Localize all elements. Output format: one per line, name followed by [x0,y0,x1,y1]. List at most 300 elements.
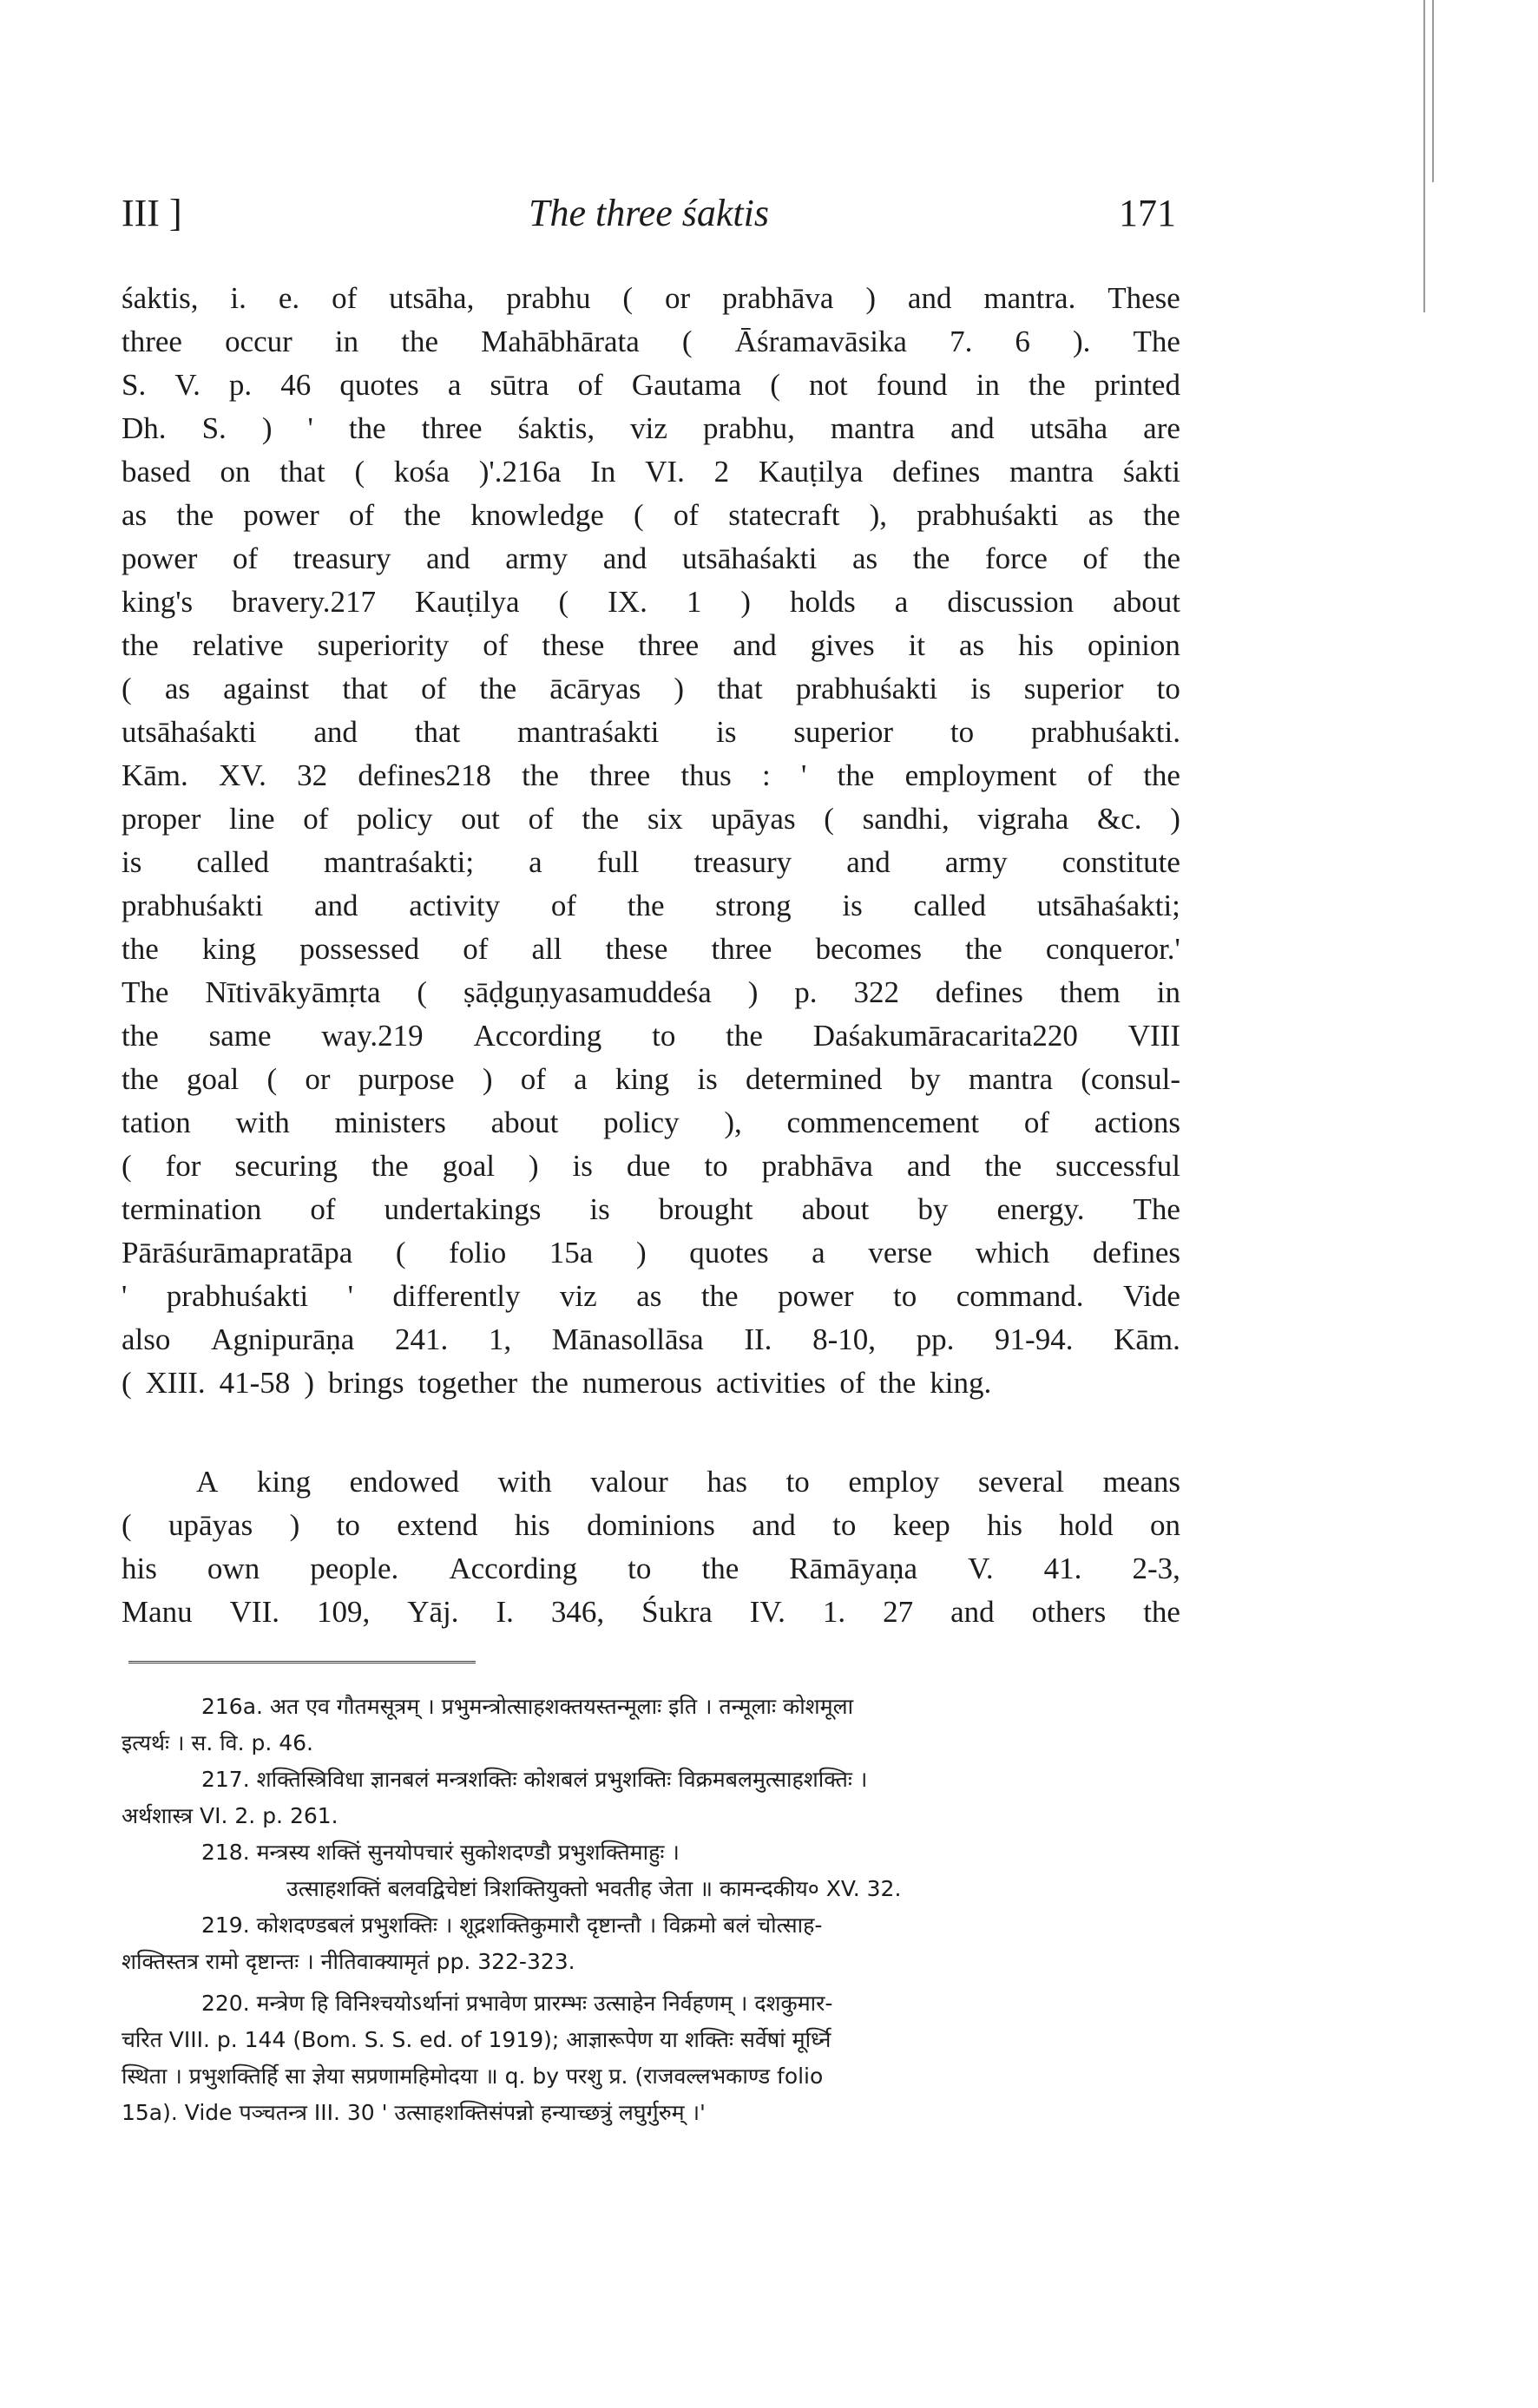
body-word: the [627,889,665,922]
body-word: In [590,455,616,489]
body-word: of [332,281,358,315]
body-word: VIII [1127,1019,1180,1053]
body-word: valour [590,1465,668,1499]
body-line [122,625,1180,666]
body-word: treasury [292,541,391,575]
body-word: king's [122,585,194,619]
body-word: policy [603,1106,680,1139]
body-word: I. [496,1595,514,1629]
body-word: 15a [549,1236,594,1270]
body-word: ' [122,1279,128,1313]
body-word: which [975,1236,1050,1270]
body-word: the [1143,758,1180,792]
body-word: purpose [358,1062,455,1096]
body-word: is [842,889,863,922]
body-word: his [514,1508,550,1542]
body-word: successful [1055,1149,1180,1183]
body-line [122,1505,1180,1546]
body-word: employ [848,1465,940,1499]
body-word: i. [230,281,246,315]
body-word: p. [228,368,253,402]
body-word: utsāhaśakti [122,715,257,749]
body-word: bravery.217 [232,585,376,619]
body-word: by [917,1192,949,1226]
body-word: that [342,672,388,705]
body-word: of [839,1366,865,1400]
body-word: brings [327,1366,404,1400]
body-word: prabhāva [761,1149,873,1183]
body-word: proper [122,802,201,836]
body-word: the [1143,541,1180,575]
footnote-line: 217. शक्तिस्त्रिविधा ज्ञानबलं मन्त्रशक्तिः कोशबलं प्रभुशक्तिः विक्रमबलमुत्साहशक्तिः । [201,1767,868,1792]
body-word: of [463,932,489,966]
body-line [122,408,1180,449]
body-word: the [401,325,439,358]
body-word: ( [417,975,428,1009]
body-word: way.219 [321,1019,424,1053]
body-line [122,364,1180,406]
body-word: mantraśakti; [324,845,475,879]
body-word: a [812,1236,825,1270]
body-word: with [235,1106,290,1139]
body-word: 241. [394,1322,449,1356]
body-word: ) [865,281,876,315]
body-word: them [1059,975,1121,1009]
body-word: pp. [916,1322,955,1356]
body-word: prabhuśakti [795,672,938,705]
body-word: Mānasollāsa [551,1322,704,1356]
body-word: the [479,672,517,705]
body-word: 6 [1015,325,1030,358]
body-word: to [704,1149,728,1183]
body-word: Gautama [631,368,742,402]
body-line [122,1232,1180,1274]
body-word: to [893,1279,917,1313]
body-word: called [913,889,986,922]
body-line [122,1591,1180,1633]
body-word: Nītivākyāmṛta [205,975,381,1009]
body-word: 346, [550,1595,605,1629]
body-word: viz [559,1279,597,1313]
body-word: discussion [947,585,1075,619]
body-line [122,928,1180,970]
body-word: the [1143,1595,1180,1629]
body-word: employment [904,758,1057,792]
body-word: e. [278,281,300,315]
body-word: conqueror.' [1045,932,1180,966]
body-word: of [421,672,447,705]
body-word: on [1149,1508,1180,1542]
body-word: A [196,1465,219,1499]
body-word: 27 [883,1595,914,1629]
body-word: commencement [786,1106,980,1139]
body-word: activity [409,889,501,922]
body-word: thus [680,758,732,792]
body-word: in [334,325,359,358]
body-word: 41. [1043,1552,1082,1585]
body-word: of [1087,758,1113,792]
footnote-line: चरित VIII. p. 144 (Bom. S. S. ed. of 1919); आज्ञारूपेण या शक्तिः सर्वेषां मूर्ध्नि [122,2027,831,2052]
body-word: verse [868,1236,933,1270]
body-word: as [1088,498,1114,532]
body-word: XIII. [145,1366,206,1400]
scan-edge-line [1423,0,1425,312]
body-line [122,1059,1180,1100]
body-word: ( [395,1236,406,1270]
body-word: a [529,845,542,879]
footnote-line: शक्तिस्तत्र रामो दृष्टान्तः । नीतिवाक्यामृतं pp. 322-323. [122,1949,575,1974]
body-word: extend [397,1508,478,1542]
body-word: śakti [1122,455,1180,489]
body-word: Dh. [122,411,167,445]
body-word: prabhuśakti [166,1279,309,1313]
body-word: According [473,1019,602,1053]
body-word: Kām. [122,758,188,792]
body-word: also [122,1322,171,1356]
body-word: numerous [582,1366,702,1400]
body-word: Śukra [641,1595,713,1629]
body-word: mantra [1009,455,1094,489]
body-line [122,755,1180,797]
body-word: the [837,758,875,792]
body-word: occur [225,325,292,358]
body-word: Vide [1123,1279,1180,1313]
body-word: to [628,1552,652,1585]
body-word: (consul- [1081,1062,1180,1096]
body-word: of [528,802,554,836]
body-word: securing [234,1149,338,1183]
body-word: his [987,1508,1023,1542]
body-word: VI. [645,455,685,489]
body-word: a [447,368,462,402]
body-word: out [461,802,500,836]
footnote-line: 220. मन्त्रेण हि विनिश्चयोऽर्थानां प्रभावेण प्रारम्भः उत्साहेन निर्वहणम् । दशकुमार- [201,1991,833,2016]
body-word: Āśramavāsika [734,325,907,358]
body-word: VII. [229,1595,279,1629]
body-word: and [950,411,995,445]
body-word: the [122,1019,159,1053]
body-word: of [520,1062,546,1096]
body-word: line [229,802,275,836]
body-word: śaktis, [517,411,595,445]
body-word: army [944,845,1008,879]
footnote-line: स्थिता । प्रभुशक्तिर्हि सा ज्ञेया सप्रणामहिमोदया ॥ q. by परशु प्र. (राजवल्लभकाण्ड folio [122,2064,824,2089]
body-word: 1. [822,1595,846,1629]
body-line [122,581,1180,623]
body-word: constitute [1061,845,1180,879]
body-word: ( [622,281,634,315]
footnote-line: अर्थशास्त्र VI. 2. p. 261. [122,1803,338,1828]
body-word: the [1028,368,1066,402]
body-word: II. [744,1322,772,1356]
body-word: differently [392,1279,521,1313]
body-word: of [348,498,375,532]
body-word: ( [354,455,365,489]
body-word: the [122,932,159,966]
body-word: found [876,368,948,402]
body-word: Pārāśurāmapratāpa [122,1236,353,1270]
body-word: in [1156,975,1180,1009]
body-word: of [483,628,509,662]
body-word: the [122,628,159,662]
body-word: three [122,325,182,358]
body-line [122,278,1180,319]
body-word: against [223,672,310,705]
body-word: as [958,628,985,662]
body-word: utsāhaśakti [681,541,818,575]
body-word: king [615,1062,670,1096]
body-line [122,1276,1180,1317]
body-word: treasury [693,845,792,879]
body-word: the [122,1062,159,1096]
body-word: the [984,1149,1022,1183]
body-word: defines [1092,1236,1180,1270]
body-line [122,668,1180,710]
body-word: 8-10, [812,1322,876,1356]
body-word: of [1082,541,1108,575]
body-word: the [531,1366,569,1400]
body-word: the [912,541,950,575]
body-word: ) [635,1236,647,1270]
body-word: ) [1170,802,1180,836]
chapter-marker: III ] [122,192,182,234]
body-word: or [305,1062,331,1096]
body-word: the [371,1149,409,1183]
body-word: viz [630,411,667,445]
body-word: in [976,368,1000,402]
body-word: power [122,541,198,575]
body-word: ). [1073,325,1091,358]
body-line [122,972,1180,1014]
body-word: hold [1059,1508,1114,1542]
body-word: ) [482,1062,493,1096]
body-word: for [165,1149,201,1183]
body-word: upāyas [168,1508,253,1542]
body-word: to [1156,672,1180,705]
body-word: about [490,1106,559,1139]
body-line [122,1015,1180,1057]
body-word: ' [800,758,807,792]
body-word: ( [266,1062,278,1096]
body-word: ) [304,1366,314,1400]
running-header [122,189,1176,241]
body-word: prabhuśakti [917,498,1059,532]
body-word: ācāryas [549,672,641,705]
body-word: defines218 [358,758,491,792]
body-word: actions [1094,1106,1180,1139]
body-word: means [1102,1465,1180,1499]
body-word: and [313,889,358,922]
body-word: strong [715,889,792,922]
body-word: brought [658,1192,753,1226]
body-word: as [636,1279,662,1313]
body-word: superior [793,715,894,749]
body-word: )'.216a [478,455,562,489]
body-word: Rāmāyaṇa [789,1552,918,1585]
body-word: mantra. [983,281,1076,315]
body-word: on [220,455,251,489]
body-line [122,321,1180,363]
body-word: statecraft [728,498,840,532]
body-word: as [851,541,878,575]
body-word: policy [357,802,433,836]
body-word: command. [956,1279,1084,1313]
body-word: ) [674,672,685,705]
body-word: sūtra [490,368,549,402]
body-word: 2-3, [1132,1552,1180,1585]
body-word: 46 [280,368,312,402]
body-word: V. [174,368,200,402]
body-word: prabhāva [722,281,834,315]
body-word: śaktis, [122,281,199,315]
body-word: dominions [587,1508,715,1542]
footnote-line: इत्यर्थः । स. वि. p. 46. [122,1730,314,1755]
body-word: 2 [713,455,730,489]
body-word: kośa [393,455,450,489]
body-word: S. [122,368,147,402]
running-title: The three śaktis [529,192,769,234]
body-word: mantraśakti [517,715,660,749]
body-word: goal [442,1149,495,1183]
body-word: p. [794,975,818,1009]
body-word: his [122,1552,157,1585]
body-word: or [665,281,691,315]
body-word: : [762,758,771,792]
body-word: ( [122,1508,132,1542]
body-word: ) [261,411,273,445]
body-word: has [707,1465,747,1499]
body-word: termination [122,1192,262,1226]
body-word: to [785,1465,810,1499]
body-word: the [700,1279,739,1313]
body-word: the [878,1366,917,1400]
body-word: Manu [122,1595,193,1629]
body-line [122,538,1180,580]
body-word: the [582,802,620,836]
body-word: sandhi, [862,802,950,836]
body-word: of [303,802,329,836]
footnote-line: 216a. अत एव गौतमसूत्रम् । प्रभुमन्त्रोत्साहशक्तयस्तन्मूलाः इति । तन्मूलाः कोशमूला [201,1694,854,1719]
body-word: ), [869,498,888,532]
body-word: mantra [968,1062,1054,1096]
body-word: army [505,541,569,575]
body-word: three [638,628,700,662]
body-word: goal [187,1062,240,1096]
body-word: keep [892,1508,950,1542]
body-word: IX. [608,585,647,619]
body-word: These [1107,281,1180,315]
body-word: force [985,541,1048,575]
body-word: and [906,1149,951,1183]
body-line [122,1548,1180,1590]
body-word: 322 [853,975,899,1009]
footnote-line: 218. मन्त्रस्य शक्तिं सुनयोपचारं सुकोशदण्डौ प्रभुशक्तिमाहुः । [201,1840,680,1865]
body-word: a [574,1062,588,1096]
body-word: people. [310,1552,399,1585]
body-word: ) [289,1508,300,1542]
body-word: vigraha [977,802,1069,836]
body-word: becomes [815,932,922,966]
body-word: ( [122,1366,132,1400]
body-word: due [626,1149,671,1183]
body-word: the [1143,498,1180,532]
body-line [122,798,1180,840]
body-word: ṣāḍguṇyasamuddeśa [463,975,712,1009]
body-word: prabhuśakti [122,889,264,922]
body-word: superior [1023,672,1124,705]
body-word: others [1031,1595,1107,1629]
body-word: called [196,845,269,879]
body-word: opinion [1087,628,1180,662]
body-word: and [752,1508,796,1542]
body-word: S. [201,411,227,445]
body-word: The [1133,1192,1180,1226]
body-word: Yāj. [407,1595,459,1629]
body-word: V. [968,1552,994,1585]
body-word: three [711,932,772,966]
body-word: knowledge [470,498,604,532]
body-line [122,451,1180,493]
body-word: is [697,1062,718,1096]
body-word: is [122,845,142,879]
body-word: relative [192,628,284,662]
body-word: not [809,368,848,402]
body-word: activities [715,1366,826,1400]
body-word: king [256,1465,312,1499]
body-word: three [421,411,483,445]
body-word: based [122,455,191,489]
body-word: to [832,1508,857,1542]
body-word: it [908,628,926,662]
body-word: 41-58 [219,1366,291,1400]
body-word: together [417,1366,518,1400]
body-line [122,1145,1180,1187]
body-word: The [1133,325,1180,358]
body-word: and [846,845,891,879]
body-word: is [716,715,737,749]
body-word: is [970,672,991,705]
body-word: printed [1094,368,1180,402]
body-word: Kauṭilya [758,455,864,489]
body-word: ( [824,802,834,836]
body-word: king [201,932,257,966]
body-word: &c. [1097,802,1142,836]
body-word: 91-94. [995,1322,1074,1356]
scan-edge-line [1432,0,1434,182]
body-word: XV. [219,758,266,792]
page-number: 171 [1119,192,1176,234]
body-word: that [414,715,461,749]
body-word: to [652,1019,676,1053]
body-word: prabhu, [702,411,795,445]
body-word: as [122,498,148,532]
footnote-line: उत्साहशक्तिं बलवद्विचेष्टां त्रिशक्तियुक्तो भवतीह जेता ॥ कामन्दकीय० XV. 32. [286,1876,902,1901]
body-word: by [910,1062,941,1096]
body-word: 1, [488,1322,512,1356]
body-line [122,495,1180,536]
body-word: The [122,975,169,1009]
body-word: with [497,1465,552,1499]
body-word: these [605,932,668,966]
body-word: Kauṭilya [414,585,520,619]
body-word: and [907,281,952,315]
body-word: several [977,1465,1065,1499]
body-word: these [542,628,605,662]
body-word: the [522,758,559,792]
body-word: ( [681,325,693,358]
body-word: 109, [316,1595,371,1629]
body-line [122,885,1180,927]
